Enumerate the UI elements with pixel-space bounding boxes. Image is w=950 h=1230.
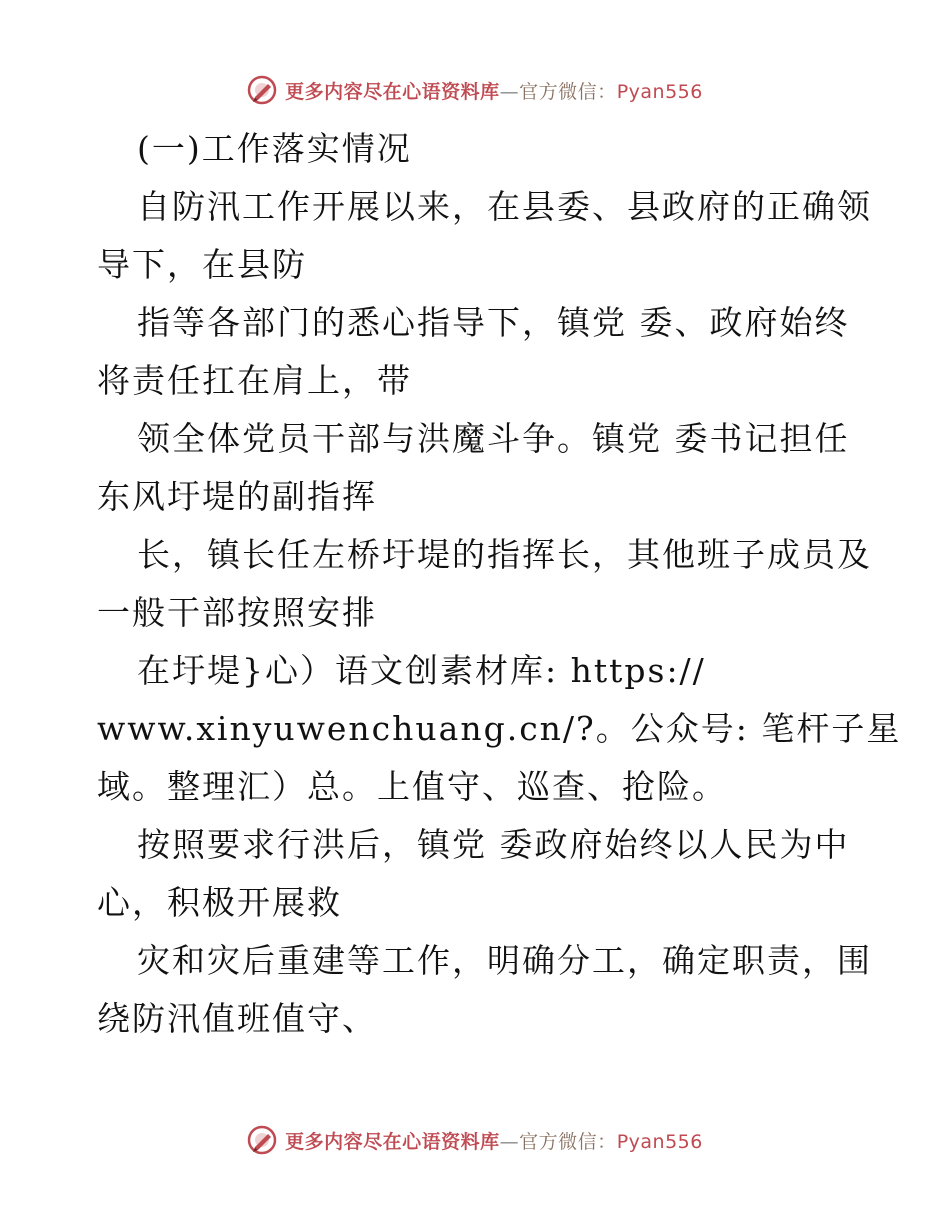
doc-line: 指等各部门的悉心指导下，镇党 委、政府始终 — [137, 303, 850, 342]
doc-line: 一般干部按照安排 — [97, 593, 377, 632]
doc-line: 长，镇长任左桥圩堤的指挥长，其他班子成员及 — [137, 535, 872, 574]
doc-line: 导下，在县防 — [97, 245, 307, 284]
watermark-wechat-id: Pyan556 — [616, 1130, 703, 1153]
doc-line: 将责任扛在肩上，带 — [97, 361, 412, 400]
pen-logo-icon — [247, 1125, 277, 1155]
doc-line: 在圩堤}心）语文创素材库: https:// — [137, 651, 706, 690]
watermark-separator: — — [499, 80, 520, 103]
watermark-separator: — — [499, 1130, 520, 1153]
doc-line: 按照要求行洪后，镇党 委政府始终以人民为中 — [137, 825, 850, 864]
doc-line: www.xinyuwenchuang.cn/?。公众号: 笔杆子星 — [97, 709, 902, 748]
doc-line: 自防汛工作开展以来，在县委、县政府的正确领 — [137, 187, 872, 226]
doc-line: 灾和灾后重建等工作，明确分工，确定职责，围 — [137, 941, 872, 980]
doc-line: (一)工作落实情况 — [137, 129, 412, 168]
watermark-text — [285, 1127, 703, 1154]
pen-logo-icon — [247, 75, 277, 105]
bottom-watermark-banner — [0, 1120, 950, 1160]
watermark-tail-text: 官方微信： — [519, 1130, 617, 1153]
top-watermark-banner — [0, 70, 950, 110]
watermark-text — [285, 77, 703, 104]
document-body — [97, 120, 902, 1048]
doc-line: 东风圩堤的副指挥 — [97, 477, 377, 516]
doc-line: 域。整理汇）总。上值守、巡查、抢险。 — [97, 767, 727, 806]
watermark-tail-text: 官方微信： — [519, 80, 617, 103]
watermark-wechat-id: Pyan556 — [616, 80, 703, 103]
doc-line: 绕防汛值班值守、 — [97, 999, 377, 1038]
watermark-main-text: 更多内容尽在心语资料库 — [285, 1130, 500, 1153]
watermark-main-text: 更多内容尽在心语资料库 — [285, 80, 500, 103]
doc-line: 领全体党员干部与洪魔斗争。镇党 委书记担任 — [137, 419, 850, 458]
doc-line: 心，积极开展救 — [97, 883, 342, 922]
